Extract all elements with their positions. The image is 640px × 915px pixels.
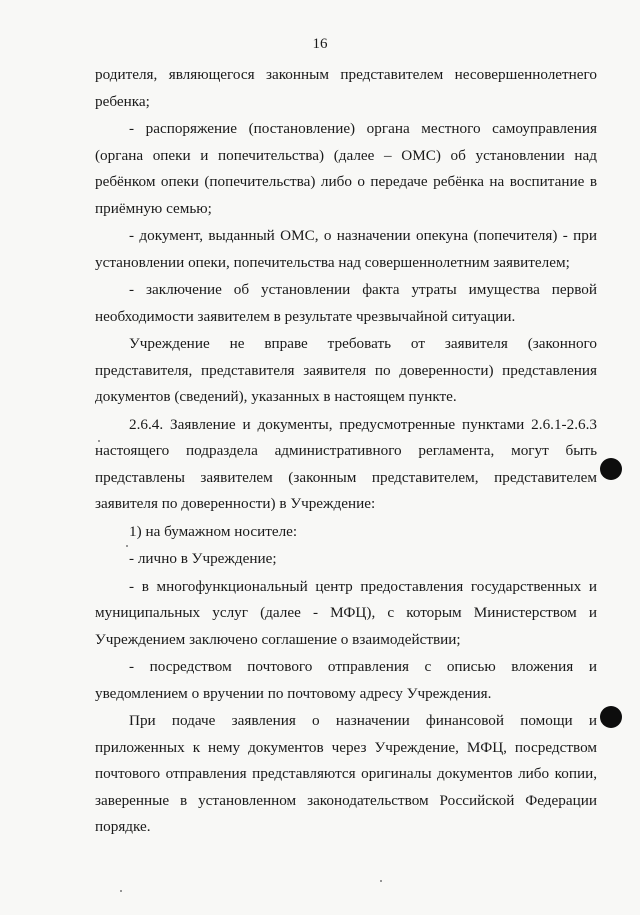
paragraph-7: 1) на бумажном носителе:	[129, 522, 298, 540]
scan-speck	[120, 890, 122, 892]
scan-speck	[380, 880, 382, 882]
paragraph-9: - в многофункциональный центр предоставления государственных и муниципальных услуг (далее - МФЦ), с которым Министерством и Учреждением заключено соглашение о взаимодействии;	[95, 577, 597, 648]
paragraph-4: - заключение об установлении факта утраты имущества первой необходимости заявителем в результате чрезвычайной ситуации.	[95, 281, 597, 325]
paragraph-1: родителя, являющегося законным представителем несовершеннолетнего ребенка;	[95, 66, 597, 110]
paragraph-6: 2.6.4. Заявление и документы, предусмотренные пунктами 2.6.1-2.6.3 настоящего подраздела административного регламента, могут быть представлены заявителем (законным представителем, представителем заявителя по доверенности) в Учреждение:	[95, 415, 597, 512]
binder-hole-top	[600, 458, 622, 480]
paragraph-8: - лично в Учреждение;	[129, 550, 277, 567]
scan-speck	[126, 545, 128, 547]
paragraph-5: Учреждение не вправе требовать от заявителя (законного представителя, представителя заявителя по доверенности) представления документов (сведений), указанных в настоящем пункте.	[95, 335, 597, 405]
paragraph-2: - распоряжение (постановление) органа местного самоуправления (органа опеки и попечительства) (далее – ОМС) об установлении над ребёнком опеки (попечительства) либо о передаче ребёнка на воспитание в приёмную семью;	[95, 120, 597, 217]
document-body	[95, 62, 597, 841]
page-number: 16	[312, 36, 328, 52]
paragraph-10: - посредством почтового отправления с описью вложения и уведомлением о вручении по почтовому адресу Учреждения.	[95, 658, 597, 702]
paragraph-3: - документ, выданный ОМС, о назначении опекуна (попечителя) - при установлении опеки, попечительства над совершеннолетним заявителем;	[95, 227, 597, 271]
paragraph-11: При подаче заявления о назначении финансовой помощи и приложенных к нему документов через Учреждение, МФЦ, посредством почтового отправления представляются оригиналы документов либо копии, заверенные в установленном законодательством Российской Федерации порядке.	[95, 712, 597, 835]
scan-speck	[98, 440, 100, 442]
binder-hole-bottom	[600, 706, 622, 728]
